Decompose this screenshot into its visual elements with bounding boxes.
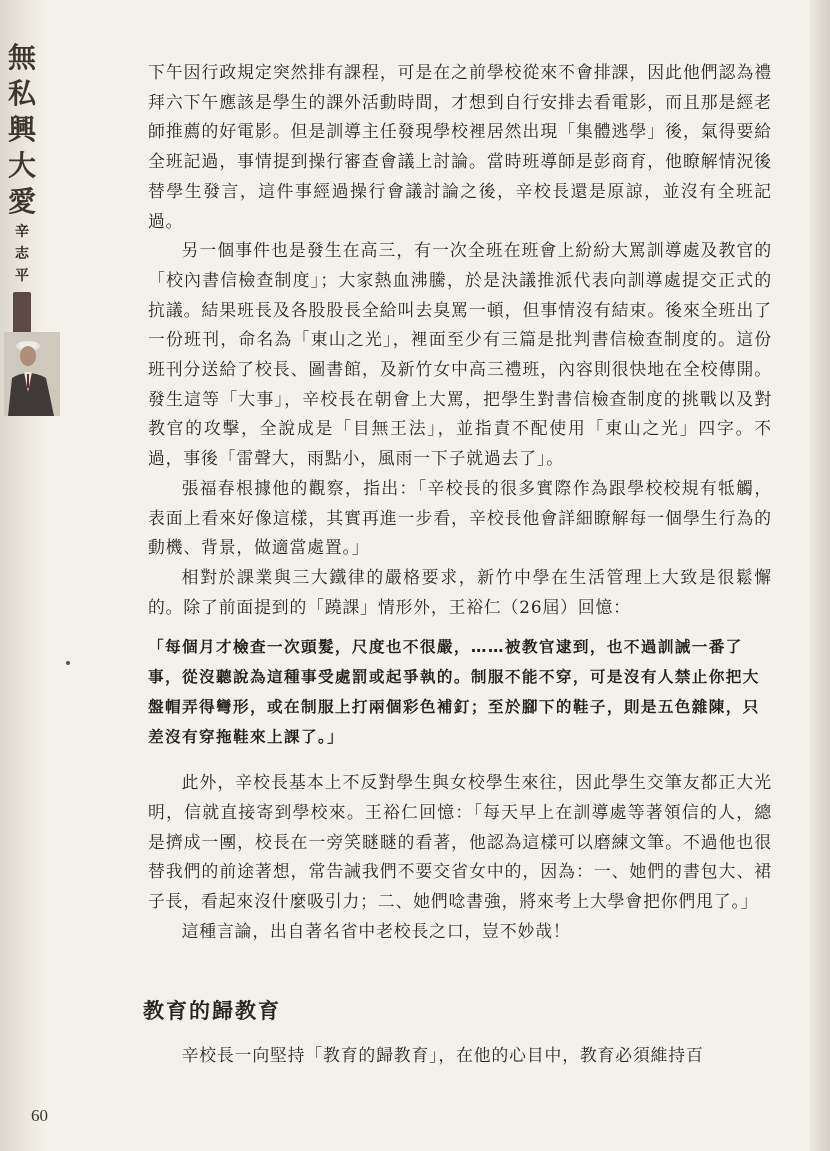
paragraph: 張福春根據他的觀察，指出：「辛校長的很多實際作為跟學校校規有牴觸，表面上看來好像這樣，其實再進一步看，辛校長他會詳細瞭解每一個學生行為的動機、背景，做適當處置。」 — [148, 477, 772, 558]
author-portrait — [4, 332, 60, 416]
series-title-char: 無 — [7, 41, 36, 74]
page-number: 60 — [31, 1106, 48, 1125]
series-title-char: 大 — [7, 149, 36, 182]
paragraph: 此外，辛校長基本上不反對學生與女校學生來往，因此學生交筆友都正大光明，信就直接寄到學校來。王裕仁回憶：「每天早上在訓導處等著領信的人，總是擠成一團，校長在一旁笑瞇瞇的看著，他認為這樣可以磨練文筆。不過他也很替我們的前途著想，常告誡我們不要交省女中的，因為：一、她們的書包大、裙子長，看起來沒什麼吸引力；二、她們唸書強，將來考上大學會把你們甩了。」 — [148, 772, 772, 912]
block-quote: 「每個月才檢查一次頭髮，尺度也不很嚴，……被教官逮到，也不過訓誡一番了事，從沒聽說為這種事受處罰或起爭執的。制服不能不穿，可是沒有人禁止你把大盤帽弄得彎形，或在制服上打兩個彩色補釘；至於腳下的鞋子，則是五色雜陳，只差沒有穿拖鞋來上課了。」 — [148, 638, 760, 747]
series-title-char: 興 — [7, 113, 36, 146]
series-title-char: 愛 — [7, 185, 36, 218]
print-speck — [66, 661, 70, 665]
series-title-char: 私 — [7, 77, 36, 110]
paragraph: 另一個事件也是發生在高三，有一次全班在班會上紛紛大罵訓導處及教官的「校內書信檢查制度」；大家熱血沸騰，於是決議推派代表向訓導處提交正式的抗議。結果班長及各股股長全給叫去臭罵一頓，但事情沒有結束。後來全班出了一份班刊，命名為「東山之光」，裡面至少有三篇是批判書信檢查制度的。這份班刊分送給了校長、圖書館，及新竹女中高三禮班，內容則很快地在全校傳開。發生這等「大事」，辛校長在朝會上大罵，把學生對書信檢查制度的挑戰以及對教官的攻擊，全說成是「目無王法」，並指責不配使用「東山之光」四字。不過，事後「雷聲大，雨點小，風雨一下子就過去了」。 — [148, 240, 772, 469]
paragraph: 下午因行政規定突然排有課程，可是在之前學校從來不會排課，因此他們認為禮拜六下午應該是學生的課外活動時間，才想到自行安排去看電影，而且那是經老師推薦的好電影。但是訓導主任發現學校裡居然出現「集體逃學」後，氣得要給全班記過，事情提到操行審查會議上討論。當時班導師是彭商育，他瞭解情況後替學生發言，這件事經過操行會議討論之後，辛校長還是原諒，並沒有全班記過。 — [148, 62, 772, 231]
section-body — [148, 1041, 772, 1071]
page-edge — [810, 0, 830, 1151]
series-author-char: 平 — [15, 268, 29, 284]
paragraph: 相對於課業與三大鐵律的嚴格要求，新竹中學在生活管理上大致是很鬆懈的。除了前面提到的「蹺課」情形外，王裕仁（26屆）回憶： — [148, 566, 772, 617]
paragraph: 這種言論，出自著名省中老校長之口，豈不妙哉！ — [181, 920, 571, 941]
series-author-char: 辛 — [15, 224, 29, 240]
series-author-char: 志 — [15, 246, 29, 262]
main-text-column — [148, 58, 772, 947]
series-title-vertical — [3, 40, 41, 342]
section-heading: 教育的歸教育 — [143, 999, 281, 1023]
paragraph: 辛校長一向堅持「教育的歸教育」，在他的心目中，教育必須維持百 — [181, 1045, 704, 1065]
